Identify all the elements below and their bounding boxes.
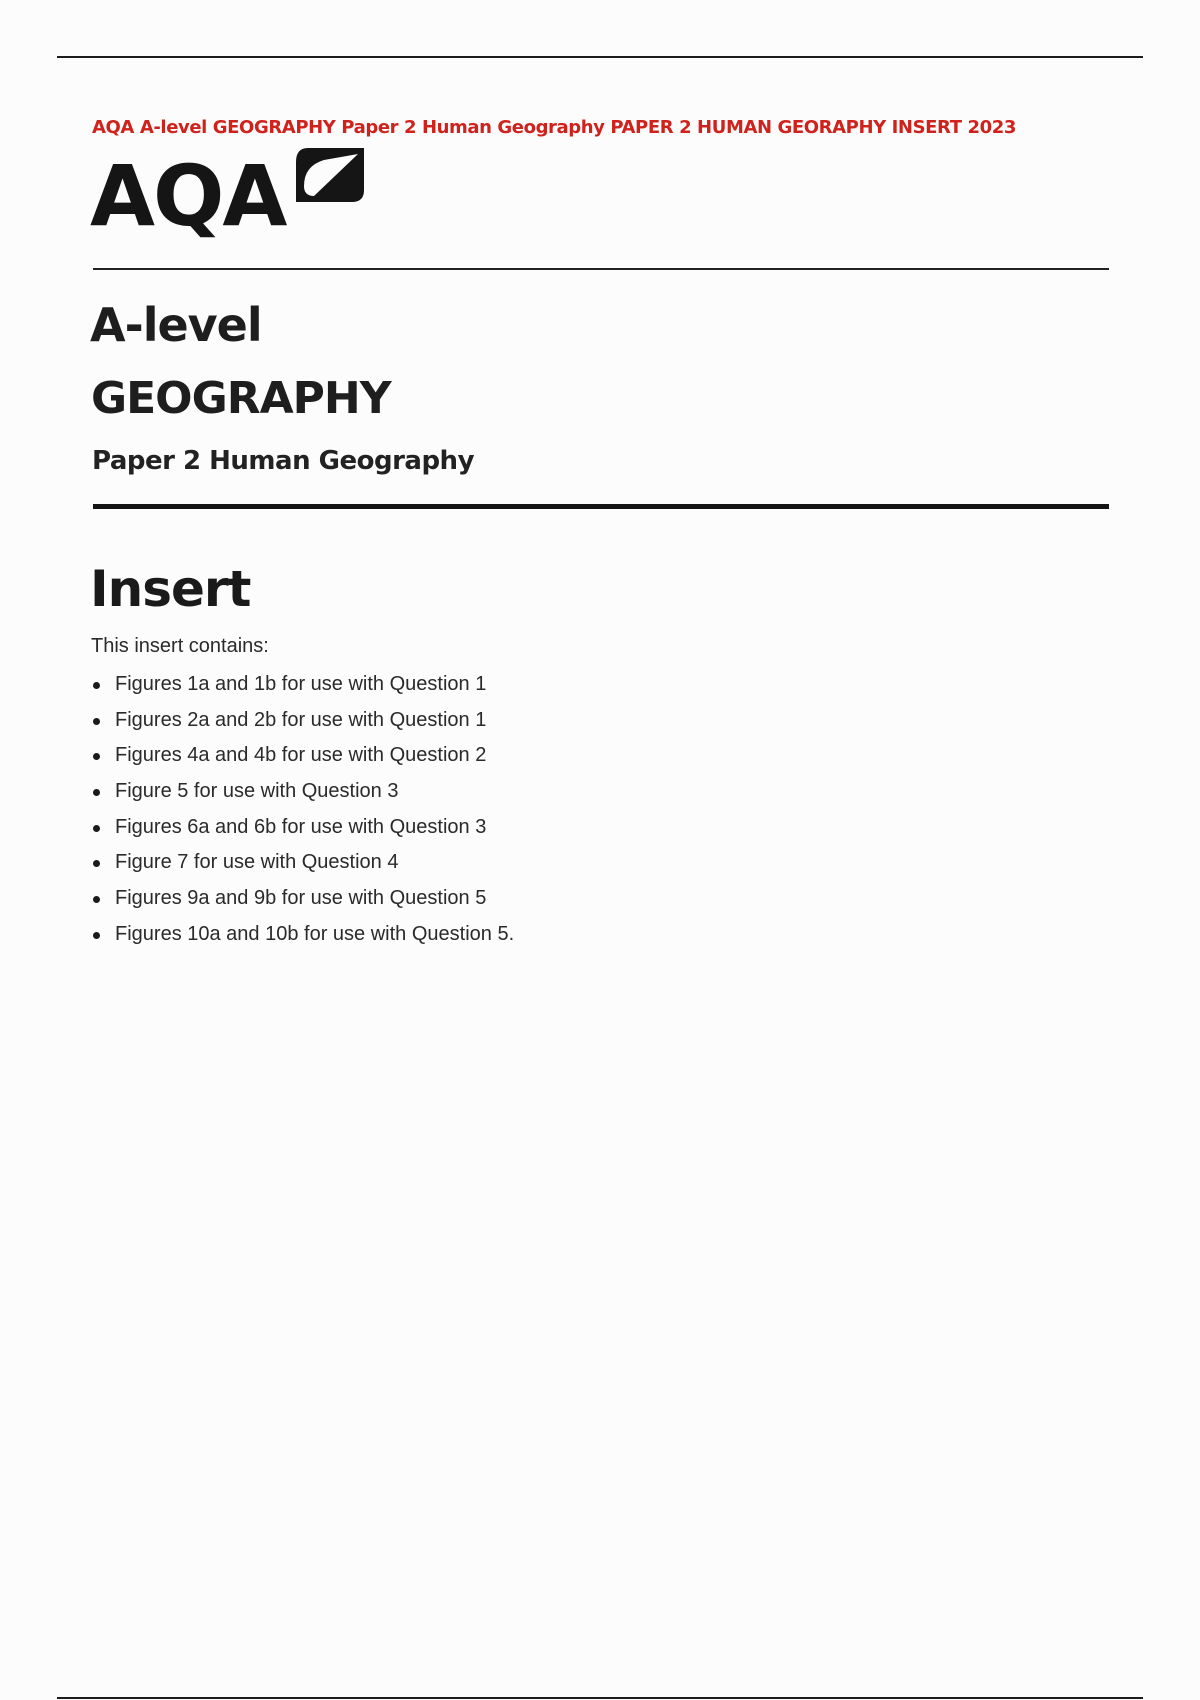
list-item-text: Figures 4a and 4b for use with Question 2 [115, 744, 487, 767]
list-item-text: Figures 6a and 6b for use with Question 3 [115, 815, 487, 838]
top-divider [57, 56, 1143, 58]
insert-heading: Insert [90, 560, 251, 618]
list-item-text: Figure 7 for use with Question 4 [115, 851, 399, 874]
list-item [91, 883, 514, 919]
bullet-icon [93, 789, 100, 796]
bullet-icon [93, 896, 100, 903]
list-item [91, 776, 514, 812]
title-divider [93, 504, 1109, 509]
bullet-icon [93, 860, 100, 867]
insert-contents-list [91, 669, 514, 955]
bullet-icon [93, 753, 100, 760]
list-item-text: Figure 5 for use with Question 3 [115, 780, 399, 803]
document-banner: AQA A-level GEOGRAPHY Paper 2 Human Geography PAPER 2 HUMAN GEORAPHY INSERT 2023 [92, 117, 1016, 138]
list-item [91, 812, 514, 848]
bullet-icon [93, 682, 100, 689]
paper-title: Paper 2 Human Geography [92, 446, 475, 476]
bullet-icon [93, 718, 100, 725]
insert-intro: This insert contains: [91, 635, 269, 657]
bullet-icon [93, 932, 100, 939]
qualification-level: A-level [90, 298, 262, 352]
list-item-text: Figures 1a and 1b for use with Question 1 [115, 673, 487, 695]
subject-title: GEOGRAPHY [91, 373, 391, 424]
list-item-text: Figures 9a and 9b for use with Question 5 [115, 887, 487, 910]
list-item [91, 847, 514, 883]
list-item [91, 669, 514, 705]
list-item [91, 740, 514, 776]
list-item [91, 705, 514, 741]
aqa-logo [90, 146, 365, 245]
logo-wordmark: AQA [90, 147, 286, 245]
aqa-leaf-icon [294, 146, 366, 204]
list-item-text: Figures 10a and 10b for use with Question 5. [115, 922, 515, 945]
bullet-icon [93, 825, 100, 832]
list-item-text: Figures 2a and 2b for use with Question 1 [115, 708, 487, 731]
bottom-divider [57, 1697, 1143, 1699]
header-divider [93, 268, 1109, 270]
list-item [91, 919, 514, 955]
